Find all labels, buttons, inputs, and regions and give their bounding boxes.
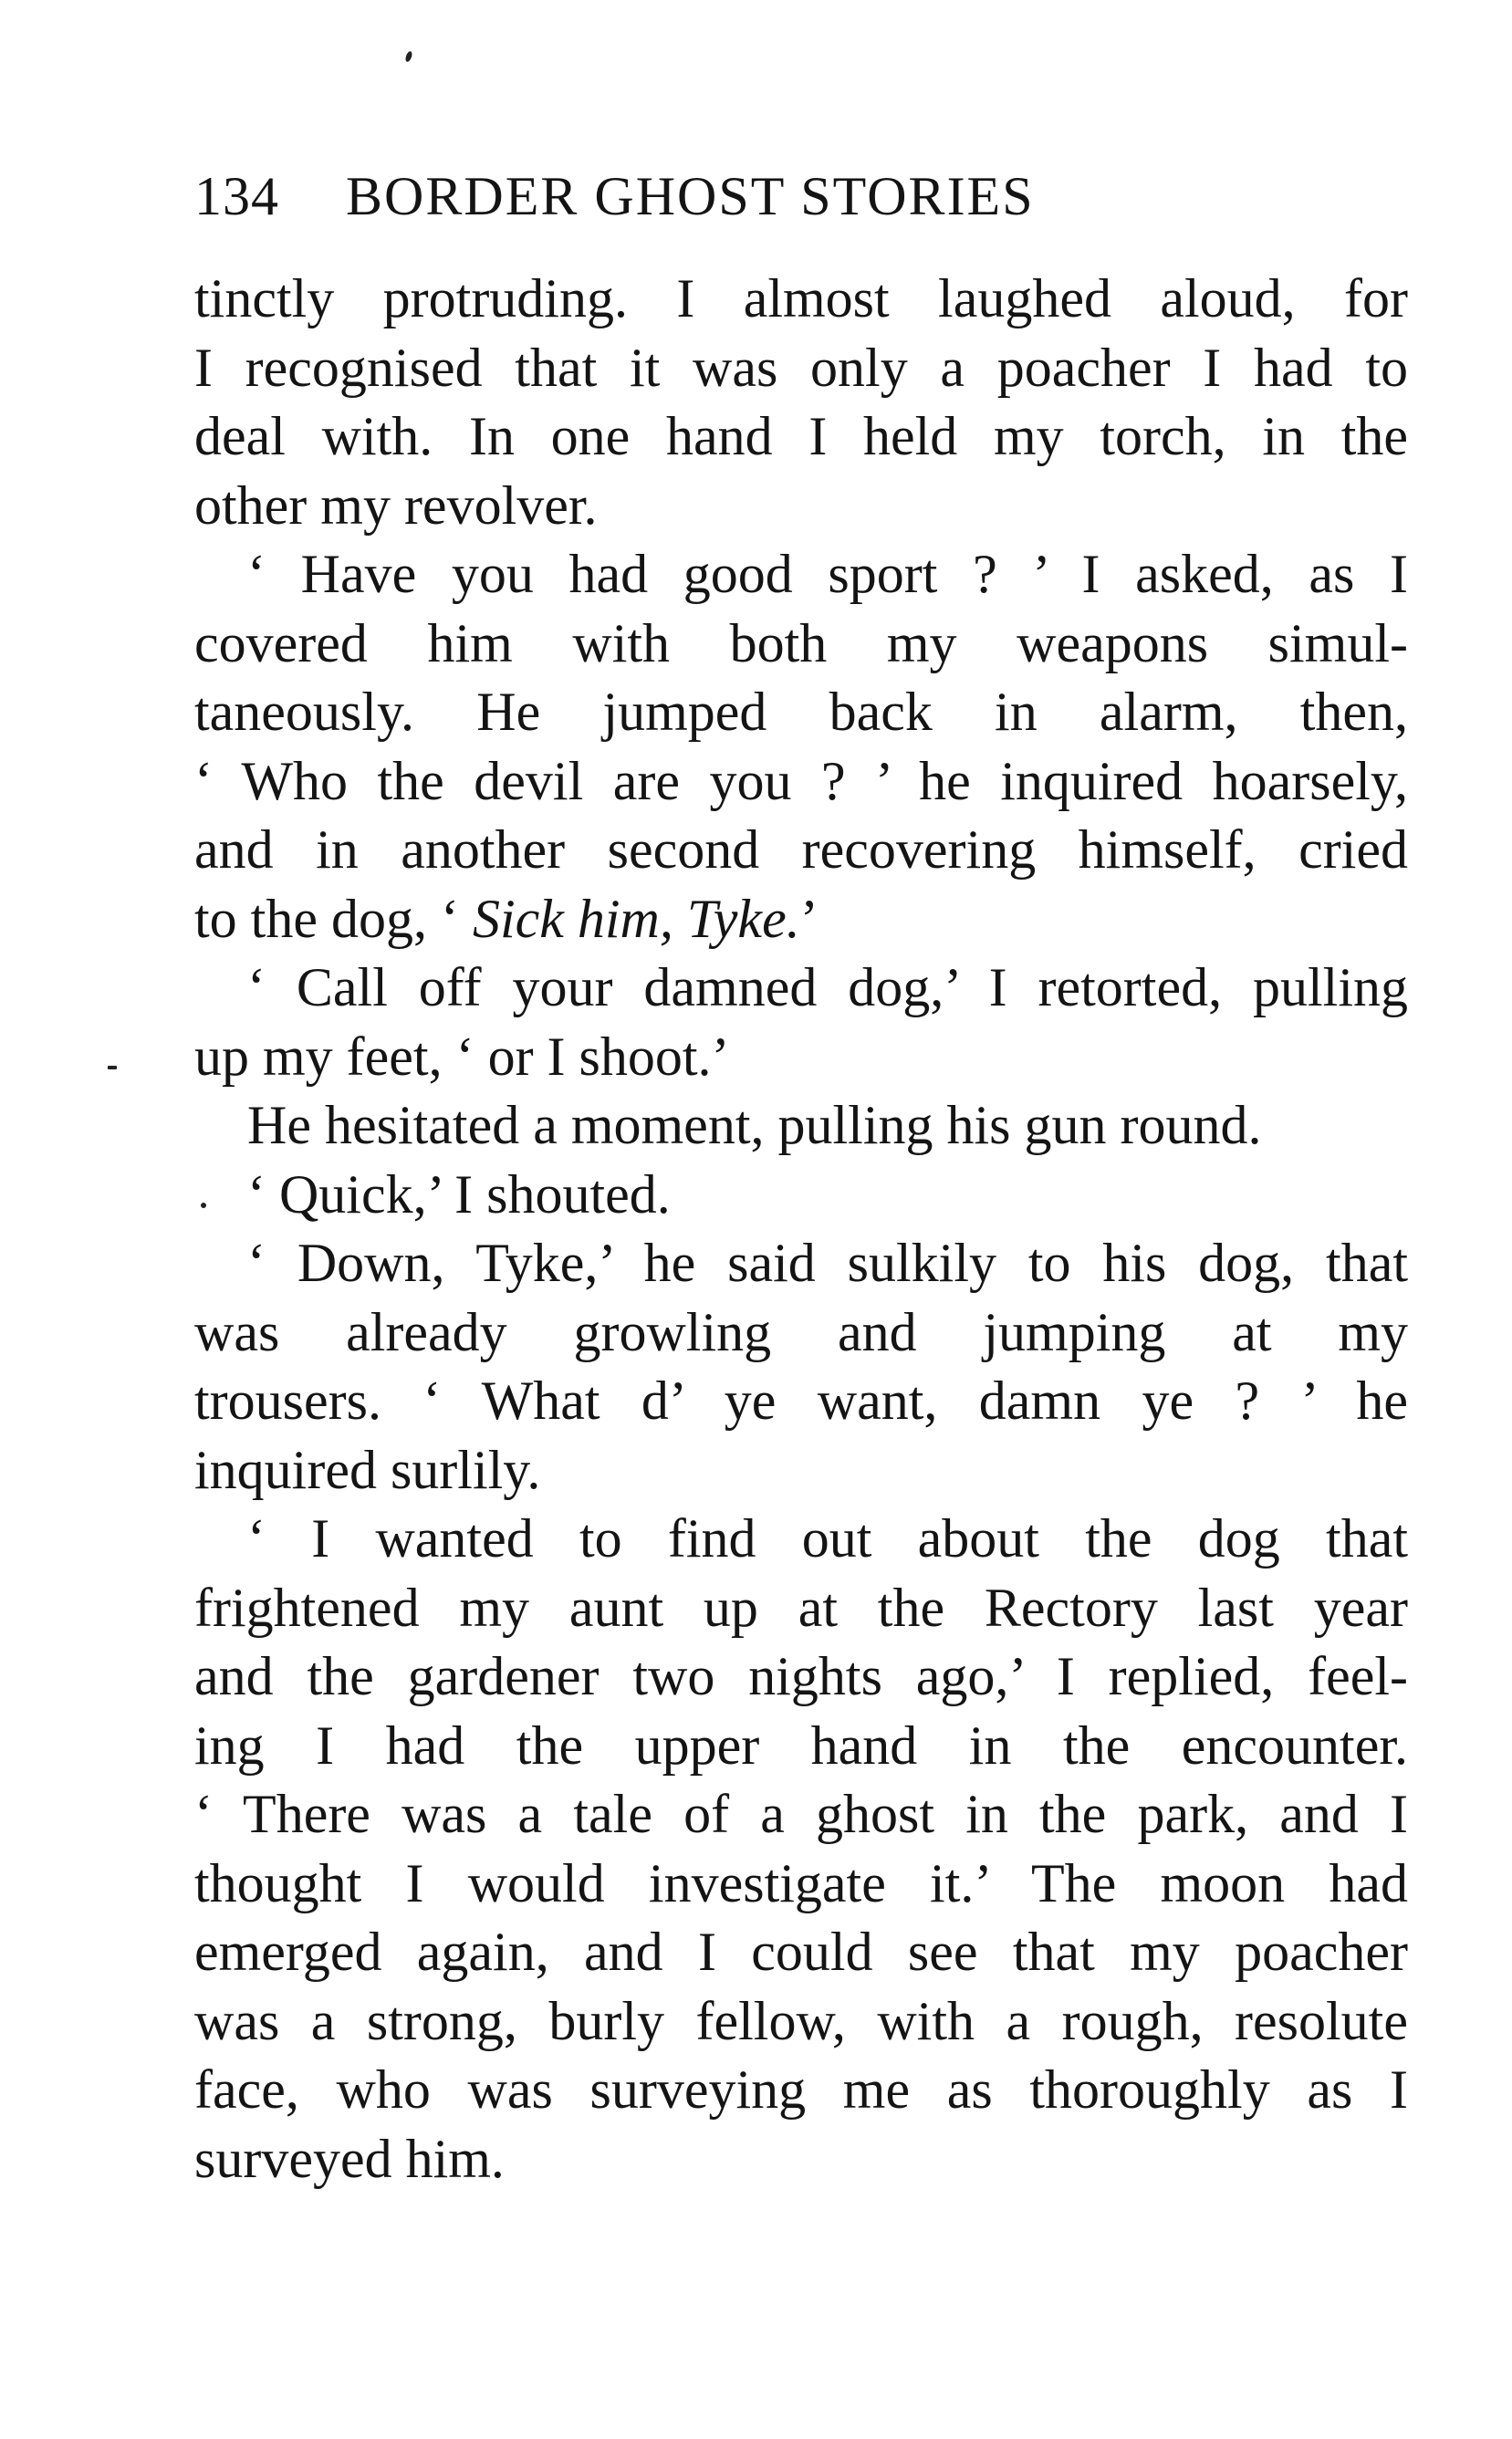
text-line: was a strong, burly fellow, with a rough, resolute: [194, 1990, 1408, 2051]
text-line: surveyed him.: [194, 2128, 505, 2189]
text-line: face, who was surveying me as thoroughly as I: [194, 2059, 1408, 2120]
body-text: [194, 265, 1408, 2194]
text-line: and in another second recovering himself, cried: [194, 819, 1408, 880]
ink-speck: [404, 50, 413, 62]
text-line: ‘ Quick,’ I shouted.: [247, 1163, 671, 1225]
text-line: thought I would investigate it.’ The moon had: [194, 1852, 1408, 1913]
text-line: ‘ Call off your damned dog,’ I retorted, pulling: [247, 957, 1408, 1017]
text-line: inquired surlily.: [194, 1439, 541, 1500]
text-line: up my feet, ‘ or I shoot.’: [194, 1026, 730, 1087]
text-line: covered him with both my weapons simul-: [194, 612, 1408, 673]
text-line: other my revolver.: [194, 474, 598, 536]
text-line: deal with. In one hand I held my torch, in the: [194, 406, 1408, 466]
page-number: 134: [194, 166, 279, 226]
text-line: He hesitated a moment, pulling his gun round.: [247, 1095, 1262, 1155]
text-line: [194, 885, 1408, 954]
text-line: tinctly protruding. I almost laughed aloud, for: [194, 268, 1408, 328]
running-title: BORDER GHOST STORIES: [346, 166, 1035, 226]
text-line: I recognised that it was only a poacher I had to: [194, 337, 1408, 398]
text-line: and the gardener two nights ago,’ I replied, feel-: [194, 1646, 1408, 1706]
ink-speck: [108, 1066, 117, 1069]
text-line: ‘ There was a tale of a ghost in the park, and I: [194, 1784, 1408, 1844]
text-line: ‘ I wanted to find out about the dog that: [247, 1508, 1408, 1569]
text-line: ‘ Who the devil are you ? ’ he inquired hoarsely,: [194, 750, 1408, 811]
text-line: ing I had the upper hand in the encounter.: [194, 1715, 1408, 1776]
text-line: frightened my aunt up at the Rectory last year: [194, 1577, 1408, 1638]
text-segment: ’: [799, 888, 819, 949]
text-line: emerged again, and I could see that my poacher: [194, 1922, 1408, 1982]
text-line: trousers. ‘ What d’ ye want, damn ye ? ’ he: [194, 1371, 1408, 1431]
text-line: ‘ Have you had good sport ? ’ I asked, as I: [247, 544, 1408, 604]
text-segment: to the dog, ‘: [194, 888, 473, 949]
text-line: ‘ Down, Tyke,’ he said sulkily to his dog, that: [247, 1233, 1408, 1293]
text-line: was already growling and jumping at my: [194, 1301, 1408, 1362]
italic-text: Sick him, Tyke.: [472, 888, 800, 949]
running-header: [194, 160, 1198, 233]
text-line: taneously. He jumped back in alarm, then,: [194, 682, 1408, 742]
